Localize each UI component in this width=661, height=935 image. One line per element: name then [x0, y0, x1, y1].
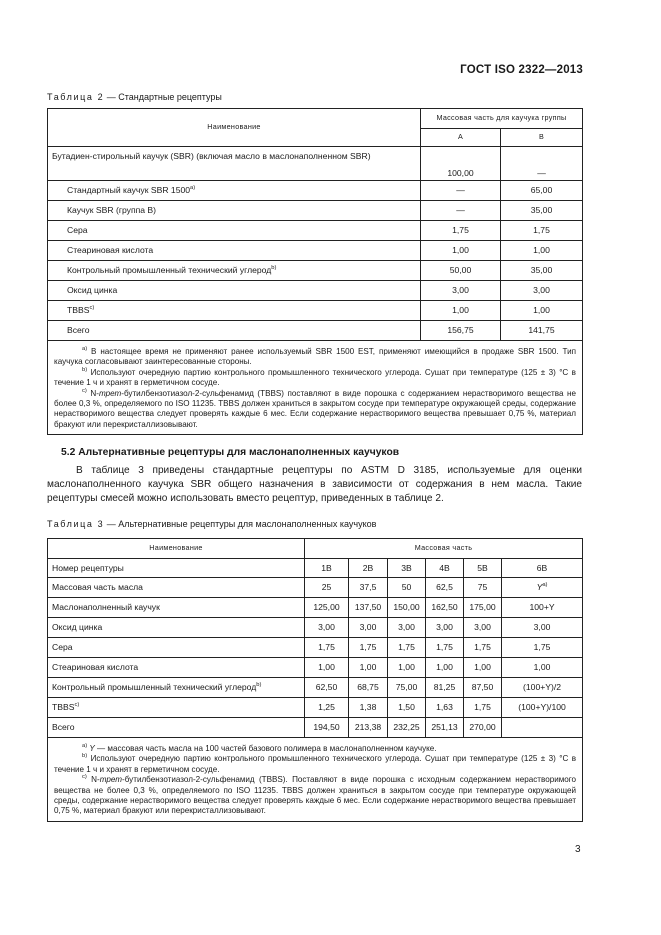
table2-row [48, 201, 583, 221]
table2-cell-b: 1,75 [501, 221, 583, 241]
table3-cell-value: 150,00 [388, 598, 426, 618]
table2-cell-b: 141,75 [501, 321, 583, 341]
table2-header-group: Массовая часть для каучука группы [421, 109, 583, 129]
table2-footnote [54, 347, 576, 368]
table2-cell-a: 156,75 [421, 321, 501, 341]
table3-cell-value: 1,50 [388, 698, 426, 718]
table2-header-name: Наименование [48, 109, 421, 147]
table3-cell-value: 4B [426, 559, 464, 578]
table3-cell-value: (100+Y)/100 [502, 698, 583, 718]
footnote-mark: b) [271, 265, 277, 272]
table3-row-label: Всего [52, 722, 75, 733]
table2-cell-a: — [421, 201, 501, 221]
table2-row-label: Всего [67, 325, 90, 336]
table3-cell-value: 1B [305, 559, 349, 578]
table3-cell-value: 1,63 [426, 698, 464, 718]
table3-caption [47, 519, 376, 529]
table3-cell-value: 1,38 [349, 698, 388, 718]
table3-cell-name [48, 638, 305, 658]
table2-row-label: Бутадиен-стирольный каучук (SBR) (включая масло в маслонаполненном SBR) [52, 151, 371, 161]
table3-row-label: Массовая часть масла [52, 582, 143, 593]
table2-row [48, 147, 583, 181]
footnote-italic: трет [99, 775, 123, 785]
table3-cell-name [48, 718, 305, 738]
table2-row-label: Каучук SBR (группа В) [67, 205, 157, 216]
table2-cell-b: 35,00 [501, 261, 583, 281]
section-number: 5.2 [61, 447, 76, 458]
table3-row [48, 658, 583, 678]
table3-footnote [54, 744, 576, 754]
table3-cell-value: 68,75 [349, 678, 388, 698]
table3-row-label: Оксид цинка [52, 622, 103, 633]
table3-cell-name [48, 698, 305, 718]
table3-cell-value: 81,25 [426, 678, 464, 698]
table2 [47, 108, 583, 435]
footnote-first [54, 754, 87, 763]
footnote-prefix: N- [86, 388, 99, 398]
document-designation: ГОСТ ISO 2322—2013 [460, 64, 583, 76]
table2-cell-a: 1,00 [421, 301, 501, 321]
table2-cell-a: — [421, 181, 501, 201]
footnote-text: -бутилбензотиазол-2-сульфенамид (TBBS) поставляют в виде порошка с содержанием нерастворимого вещества не более 0,3 %, определяемого по ISO 11235. TBBS должен храниться в закрытом сосуде при температуре окружающей среды, содержание нерастворимого вещества следует проверять каждые 6 мес. Если содержание нерастворимого вещества превышает 0,75 %, материал бракуют или перекристаллизовывают. [54, 388, 577, 429]
footnote-mark: a) [190, 185, 196, 192]
table3-cell-value: 87,50 [464, 678, 502, 698]
table3-cell-name [48, 578, 305, 598]
table2-cell-name [48, 147, 421, 181]
table3-row-label: Контрольный промышленный технический углерод [52, 682, 257, 693]
table3-cell-name [48, 678, 305, 698]
footnote-mark: c) [74, 702, 80, 709]
footnote-mark: a) [82, 346, 88, 352]
table2-footnotes [48, 341, 583, 435]
table2-caption-label: Таблица 2 [47, 92, 105, 102]
table3-cell-value: 62,50 [305, 678, 349, 698]
table2-cell-a: 1,00 [421, 241, 501, 261]
table3-cell-value: 2B [349, 559, 388, 578]
table3-row [48, 618, 583, 638]
table2-caption [47, 92, 222, 102]
table3-cell-value: 100+Y [502, 598, 583, 618]
table2-cell-name [48, 241, 421, 261]
table2-row [48, 321, 583, 341]
footnote-mark: b) [256, 682, 262, 689]
table3-caption-label: Таблица 3 [47, 519, 105, 529]
table3-cell-name [48, 559, 305, 578]
footnote-text: Используют очередную партию контрольного промышленного технического углерода. Сушат при температуре (125 ± 3) °С в течение 1 ч и хранят в герметичном сосуде. [54, 367, 576, 388]
table2-row [48, 221, 583, 241]
table3-footnote [54, 775, 576, 817]
table3-row-label: Номер рецептуры [52, 562, 124, 573]
table2-row-label: Стеариновая кислота [67, 245, 154, 256]
footnote-first [54, 347, 87, 356]
table3-cell-value: 1,00 [426, 658, 464, 678]
table2-cell-b: 35,00 [501, 201, 583, 221]
footnote-mark: a) [542, 582, 548, 589]
table3-cell-value: 3B [388, 559, 426, 578]
footnote-italic: Y [89, 744, 95, 753]
table3-cell-name [48, 598, 305, 618]
table3-header-name: Наименование [48, 539, 305, 559]
table3-cell-value: 1,75 [426, 638, 464, 658]
table2-header-a: А [421, 129, 501, 147]
table3-row-label: Сера [52, 642, 73, 653]
footnote-text: — массовая часть масла на 100 частей базового полимера в маслонаполненном каучуке. [94, 744, 437, 753]
table3-footnotes [48, 738, 583, 822]
table2-cell-name [48, 321, 421, 341]
table3-cell-value: 37,5 [349, 578, 388, 598]
table3-footnote [54, 754, 576, 775]
table3-cell-value: (100+Y)/2 [502, 678, 583, 698]
section-title: Альтернативные рецептуры для маслонаполненных каучуков [78, 447, 400, 458]
table3-header-mass: Массовая часть [305, 539, 583, 559]
table2-footnote [54, 389, 576, 431]
table3-row-label: Маслонаполненный каучук [52, 602, 160, 613]
table3-row-label: Стеариновая кислота [52, 662, 139, 673]
table3-cell-value: 162,50 [426, 598, 464, 618]
table3-cell-value: 3,00 [426, 618, 464, 638]
table2-cell-a: 50,00 [421, 261, 501, 281]
table3-row [48, 678, 583, 698]
footnote-mark: b) [82, 753, 88, 760]
table3-cell-value [502, 578, 583, 598]
table3-value: Y [536, 582, 543, 593]
table3-cell-value: 270,00 [464, 718, 502, 738]
table3-cell-value: 3,00 [388, 618, 426, 638]
table2-row [48, 301, 583, 321]
table3-cell-value: 1,75 [349, 638, 388, 658]
table3-cell-value: 3,00 [305, 618, 349, 638]
table3-cell-value [502, 718, 583, 738]
table2-cell-name [48, 261, 421, 281]
footnote-prefix: N- [86, 775, 100, 785]
section-paragraph: В таблице 3 приведены стандартные рецептуры по ASTM D 3185, используемые для оценки маслонаполненного каучука SBR общего назначения в зависимости от содержания в нем масла. Такие рецептуры смесей можно использовать вместо рецептур, приведенных в таблице 2. [47, 465, 582, 504]
table2-row-label: Контрольный промышленный технический углерод [67, 265, 272, 276]
table3-row [48, 598, 583, 618]
table2-cell-b: 1,00 [501, 301, 583, 321]
footnote-mark: c) [82, 774, 87, 781]
table3-row-label: TBBS [52, 702, 75, 713]
table2-row [48, 241, 583, 261]
footnote-first [54, 775, 122, 784]
table3-row [48, 578, 583, 598]
table3-cell-value: 6B [502, 559, 583, 578]
table3-cell-value: 125,00 [305, 598, 349, 618]
table3-cell-value: 1,75 [388, 638, 426, 658]
table2-row [48, 261, 583, 281]
table2-row-label: TBBS [67, 305, 90, 316]
table3-cell-value: 3,00 [349, 618, 388, 638]
footnote-text: -бутилбензотиазол-2-сульфенамид (TBBS). Поставляют в виде порошка с исходным содержанием нерастворимого вещества не более 0,3 %, определяемого по ISO 11235. TBBS должен храниться в закрытом сосуде при температуре окружающей среды, содержание нерастворимого вещества следует проверять каждые 6 мес. Если содержание нерастворимого вещества превышает 0,75 %, материал бракуют или перекристаллизовывают. [54, 775, 577, 816]
table3-cell-value: 194,50 [305, 718, 349, 738]
table3-cell-name [48, 618, 305, 638]
table3-cell-name [48, 658, 305, 678]
table3-row [48, 718, 583, 738]
table3-cell-value: 3,00 [464, 618, 502, 638]
footnote-first [54, 744, 95, 753]
table3 [47, 538, 583, 822]
table3-cell-value: 1,00 [502, 658, 583, 678]
table2-cell-name [48, 181, 421, 201]
table3-cell-value: 1,00 [388, 658, 426, 678]
table2-row-label: Стандартный каучук SBR 1500 [67, 185, 191, 196]
table3-caption-text: — Альтернативные рецептуры для маслонаполненных каучуков [104, 519, 377, 529]
table3-cell-value: 1,75 [464, 698, 502, 718]
table3-cell-value: 137,50 [349, 598, 388, 618]
footnote-mark: c) [89, 305, 95, 312]
footnote-mark: b) [82, 366, 88, 373]
footnote-mark: c) [82, 387, 87, 394]
section-heading [61, 447, 399, 458]
table3-row [48, 559, 583, 578]
table2-footnote [54, 368, 576, 389]
table3-cell-value: 1,25 [305, 698, 349, 718]
table3-cell-value: 1,75 [305, 638, 349, 658]
table2-cell-b: 1,00 [501, 241, 583, 261]
table2-cell-b: 3,00 [501, 281, 583, 301]
table2-row-label: Сера [67, 225, 88, 236]
table2-row-label: Оксид цинка [67, 285, 118, 296]
footnote-first [54, 368, 87, 377]
footnote-text: В настоящее время не применяют ранее используемый SBR 1500 EST, применяют имеющийся в продаже SBR 1500. Тип каучука согласовывают заинтересованные стороны. [54, 347, 576, 367]
table3-cell-value: 1,00 [305, 658, 349, 678]
table3-cell-value: 75 [464, 578, 502, 598]
table2-cell-b: — [501, 147, 583, 181]
table2-row [48, 281, 583, 301]
table2-cell-a: 100,00 [421, 147, 501, 181]
table3-cell-value: 75,00 [388, 678, 426, 698]
table3-cell-value: 1,75 [464, 638, 502, 658]
table3-cell-value: 3,00 [502, 618, 583, 638]
table3-cell-value: 1,75 [502, 638, 583, 658]
table3-cell-value: 50 [388, 578, 426, 598]
table2-cell-a: 3,00 [421, 281, 501, 301]
table2-cell-name [48, 221, 421, 241]
table3-cell-value: 1,00 [349, 658, 388, 678]
page-number: 3 [575, 844, 581, 855]
footnote-text: Используют очередную партию контрольного промышленного технического углерода. Сушат при температуре (125 ± 3) °С в течение 1 ч и хранят в герметичном сосуде. [54, 754, 577, 774]
footnote-first [54, 389, 121, 398]
table2-header-b: В [501, 129, 583, 147]
table3-cell-value: 5B [464, 559, 502, 578]
table3-row [48, 698, 583, 718]
table3-cell-value: 62,5 [426, 578, 464, 598]
table3-cell-value: 213,38 [349, 718, 388, 738]
table2-row [48, 181, 583, 201]
table3-cell-value: 175,00 [464, 598, 502, 618]
table3-cell-value: 232,25 [388, 718, 426, 738]
table3-row [48, 638, 583, 658]
table3-cell-value: 1,00 [464, 658, 502, 678]
table3-cell-value: 251,13 [426, 718, 464, 738]
footnote-mark: a) [82, 743, 88, 749]
table2-cell-b: 65,00 [501, 181, 583, 201]
table2-cell-name [48, 281, 421, 301]
table2-cell-name [48, 301, 421, 321]
table2-cell-name [48, 201, 421, 221]
table2-caption-text: — Стандартные рецептуры [104, 92, 222, 102]
table2-cell-a: 1,75 [421, 221, 501, 241]
table3-cell-value: 25 [305, 578, 349, 598]
footnote-italic: трет [98, 388, 122, 398]
